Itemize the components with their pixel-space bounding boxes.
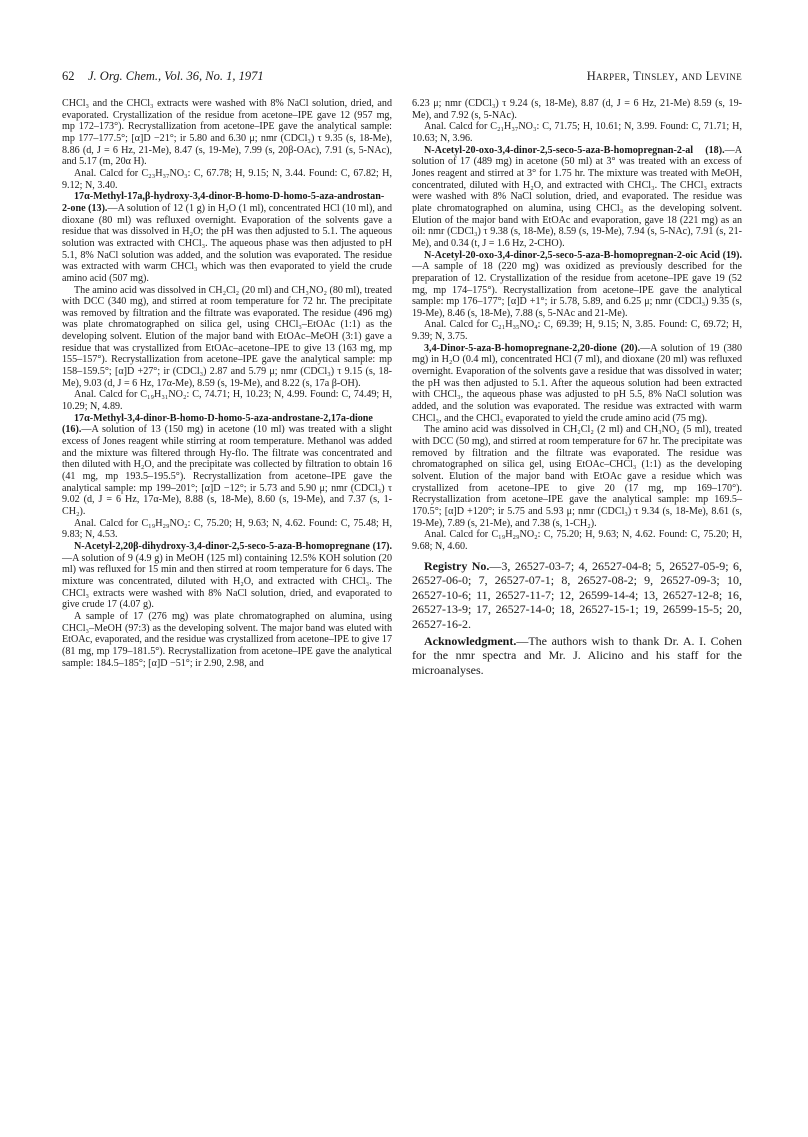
registry-text: —3, 26527-03-7; 4, 26527-04-8; 5, 26527-05-9; 6, 26527-06-0; 7, 26527-07-1; 8, 26527-08-2; 9, 26527-09-3; 10, 26527-10-6; 11, 26527-11-7; 12, 26599-14-4; 13, 26527-12-8; 16, 26527-13-9; 17, 26527-14-0; 18, 26527-15-1; 19, 26599-15-5; 20, 26527-16-2.	[412, 558, 742, 631]
procedure-paragraph	[412, 250, 742, 320]
procedure-text: —A sample of 18 (220 mg) was oxidized as previously described for the preparation of 12. Crystallization of the residue from acetone–IPE gave 19 (52 mg, mp 174–175°). Recrystallization from acetone–IPE gave the analytical sample: mp 176–177°; [α]D +1°; ir 5.78, 5.89, and 6.25 μ; nmr (CDCl₃) 9.35 (s, 19-Me), 8.46 (s, 18-Me), 7.88 (s, 5-NAc and 21-Me).	[412, 261, 742, 319]
acknowledgment	[412, 634, 742, 678]
compound-title: N-Acetyl-20-oxo-3,4-dinor-2,5-seco-5-aza-B-homopregnan-2-oic Acid (19).	[424, 249, 742, 261]
compound-title: 17α-Methyl-3,4-dinor-B-homo-D-homo-5-aza-androstane-2,17a-dione (16).	[62, 412, 373, 436]
paragraph: CHCl₃ and the CHCl₃ extracts were washed with 8% NaCl solution, dried, and evaporated. Crystallization of the residue from acetone–IPE gave 12 (957 mg, mp 172–173°). Recrystallization from acetone–IPE gave the analytical sample: mp 177–177.5°; [α]D −21°; ir 5.80 and 6.30 μ; nmr (CDCl₃) τ 9.35 (s, 18-Me), 8.86 (d, J = 6 Hz, 21-Me), 8.47 (s, 19-Me), 7.99 (s, 20β-OAc), 7.91 (s, 5-NAc), and 5.17 (m, 20α H).	[62, 98, 392, 168]
analysis-paragraph: Anal. Calcd for C₁₉H₂₉NO₂: C, 75.20; H, 9.63; N, 4.62. Found: C, 75.20; H, 9.68; N, 4.60.	[412, 529, 742, 552]
left-column	[62, 98, 392, 669]
compound-title: N-Acetyl-2,20β-dihydroxy-3,4-dinor-2,5-seco-5-aza-B-homopregnane (17).	[74, 540, 392, 552]
page-number: 62	[62, 69, 75, 83]
page-header	[62, 66, 742, 86]
compound-title: N-Acetyl-20-oxo-3,4-dinor-2,5-seco-5-aza-B-homopregnan-2-al (18).	[424, 144, 725, 156]
compound-title: 3,4-Dinor-5-aza-B-homopregnane-2,20-dione (20).	[424, 342, 641, 354]
acknowledgment-text: —The authors wish to thank Dr. A. I. Cohen for the nmr spectra and Mr. J. Alicino and his staff for the microanalyses.	[412, 633, 742, 677]
paragraph: The amino acid was dissolved in CH₂Cl₂ (20 ml) and CH₃NO₂ (80 ml), treated with DCC (340 mg), and stirred at room temperature for 72 hr. The precipitate was removed by filtration and the filtrate was evaporated. The residue (496 mg) was plate chromatographed on silica gel, using CHCl₃–EtOAc (1:1) as the developing solvent. Elution of the major band with EtOAc–MeOH (3:1) gave a residue that was crystallized from EtOAc–acetone–IPE to give 13 (163 mg, mp 155–157°). Recrystallization from acetone–IPE gave the analytical sample: mp 158–159.5°; [α]D +27°; ir (CDCl₃) 2.87 and 5.79 μ; nmr (CDCl₃) τ 9.15 (s, 18-Me), 9.03 (d, J = 6 Hz, 17α-Me), 8.59 (s, 19-Me), and 8.22 (s, 17a β-OH).	[62, 284, 392, 389]
analysis-paragraph: Anal. Calcd for C₂₁H₃₅NO₄: C, 69.39; H, 9.15; N, 3.85. Found: C, 69.72; H, 9.39; N, 3.75.	[412, 319, 742, 343]
procedure-paragraph	[62, 191, 392, 284]
paragraph: The amino acid was dissolved in CH₂Cl₂ (2 ml) and CH₃NO₂ (5 ml), treated with DCC (50 mg), and stirred at room temperature for 67 hr. The precipitate was removed by filtration and the filtrate was evaporated. The residue was chromatographed on silica gel, using EtOAc–CHCl₃ (1:1) as the developing solvent. Elution of the major band with EtOAc gave a residue which was crystallized from acetone–IPE to give 20 (17 mg, mp 169–170°). Recrystallization from acetone–IPE gave the analytical sample: mp 169.5–170.5°; [α]D +120°; ir 5.75 and 5.93 μ; nmr (CDCl₃) τ 9.34 (s, 18-Me), 8.61 (s, 19-Me), 7.89 (s, 21-Me), and 7.38 (s, 1-CH₂).	[412, 424, 742, 529]
registry-label: Registry No.	[424, 558, 490, 573]
procedure-text: —A solution of 9 (4.9 g) in MeOH (125 ml) containing 12.5% KOH solution (20 ml) was refluxed for 15 min and then stirred at room temperature for 6 days. The mixture was concentrated, diluted with H₂O, and extracted with CHCl₃. The CHCl₃ extracts were washed with 8% NaCl solution, dried, and evaporated to give crude 17 (4.07 g).	[62, 552, 392, 611]
procedure-text: —A solution of 19 (380 mg) in H₂O (0.4 ml), concentrated HCl (7 ml), and dioxane (20 ml) was refluxed overnight. Evaporation of the solvents gave a residue that was dissolved in water; the pH was then adjusted to 5.1. After the aqueous solution had been extracted with CHCl₃, the aqueous phase was adjusted to pH 5.5, 8% NaCl solution was added, and the solution was evaporated. The residue was extracted with warm CHCl₃, and the CHCl₃ evaporated to yield the crude amino acid (75 mg).	[412, 342, 742, 424]
analysis-paragraph: Anal. Calcd for C₁₉H₂₉NO₂: C, 75.20; H, 9.63; N, 4.62. Found: C, 75.48; H, 9.83; N, 4.53.	[62, 517, 392, 541]
analysis-paragraph: Anal. Calcd for C₂₁H₃₇NO₃: C, 71.75; H, 10.61; N, 3.99. Found: C, 71.71; H, 10.63; N, 3.96.	[412, 121, 742, 144]
right-column	[412, 98, 742, 677]
procedure-text: —A solution of 17 (489 mg) in acetone (50 ml) at 3° was treated with an excess of Jones reagent and stirred at 3° for 1.75 hr. The mixture was treated with MeOH, concentrated, diluted with H₂O, and extracted with CHCl₃. The CHCl₃ extracts were washed with 8% NaCl solution, dried, and evaporated. The residue was plate chromatographed on alumina, using CHCl₃ as the developing solvent. Elution of the major band with EtOAc and evaporation, gave 18 (221 mg) as an oil: nmr (CDCl₃) τ 9.38 (s, 18-Me), 8.59 (s, 19-Me), 7.94 (s, 5-NAc), 7.91 (s, 21-Me), and 0.34 (t, J = 1.6 Hz, 2-CHO).	[412, 144, 742, 249]
analysis-paragraph: Anal. Calcd for C₁₉H₃₁NO₂: C, 74.71; H, 10.23; N, 4.99. Found: C, 74.49; H, 10.29; N, 4.89.	[62, 389, 392, 413]
acknowledgment-label: Acknowledgment.	[424, 633, 517, 648]
procedure-paragraph	[412, 145, 742, 250]
analysis-paragraph: Anal. Calcd for C₂₃H₃₇NO₃: C, 67.78; H, 9.15; N, 3.44. Found: C, 67.82; H, 9.12; N, 3.40.	[62, 167, 392, 191]
procedure-paragraph	[62, 413, 392, 518]
procedure-paragraph	[62, 541, 392, 611]
journal-citation: J. Org. Chem., Vol. 36, No. 1, 1971	[88, 69, 264, 83]
compound-title: 17α-Methyl-17a,β-hydroxy-3,4-dinor-B-homo-D-homo-5-aza-androstan-2-one (13).	[62, 191, 385, 214]
registry-numbers	[412, 559, 742, 632]
running-authors: Harper, Tinsley, and Levine	[586, 69, 742, 83]
paragraph: A sample of 17 (276 mg) was plate chromatographed on alumina, using CHCl₃–MeOH (97:3) as the developing solvent. The major band was eluted with EtOAc, evaporated, and the residue was crystallized from acetone–IPE to give 17 (81 mg, mp 179–181.5°). Recrystallization from acetone–IPE gave the analytical sample: 184.5–185°; [α]D −51°; ir 2.90, 2.98, and	[62, 610, 392, 669]
procedure-paragraph	[412, 343, 742, 425]
procedure-text: —A solution of 13 (150 mg) in acetone (10 ml) was treated with a slight excess of Jones reagent while stirring at room temperature. Methanol was added and the mixture was filtered through Hy-flo. The filtrate was concentrated and then diluted with H₂O, and the precipitate was collected by filtration to obtain 16 (41 mg, mp 193.5–195.5°). Recrystallization from acetone–IPE gave the analytical sample: mp 199–201°; [α]D −12°; ir 5.73 and 5.90 μ; nmr (CDCl₃) τ 9.02 (d, J = 6 Hz, 17α-Me), 8.88 (s, 18-Me), 8.60 (s, 19-Me), and 7.37 (s, 1-CH₂).	[62, 424, 392, 517]
procedure-text: —A solution of 12 (1 g) in H₂O (1 ml), concentrated HCl (10 ml), and dioxane (80 ml) was refluxed overnight. Evaporation of the solvents gave a residue that was dissolved in H₂O; the pH was then adjusted to 5.1. The aqueous solution was extracted with CHCl₃. The aqueous phase was then adjusted to pH 5.1, 8% NaCl solution was added, and the solution was evaporated. The residue was extracted with warm CHCl₃ which was then evaporated to yield the crude amino acid (507 mg).	[62, 202, 392, 284]
paragraph: 6.23 μ; nmr (CDCl₃) τ 9.24 (s, 18-Me), 8.87 (d, J = 6 Hz, 21-Me) 8.59 (s, 19-Me), and 7.92 (s, 5-NAc).	[412, 98, 742, 121]
